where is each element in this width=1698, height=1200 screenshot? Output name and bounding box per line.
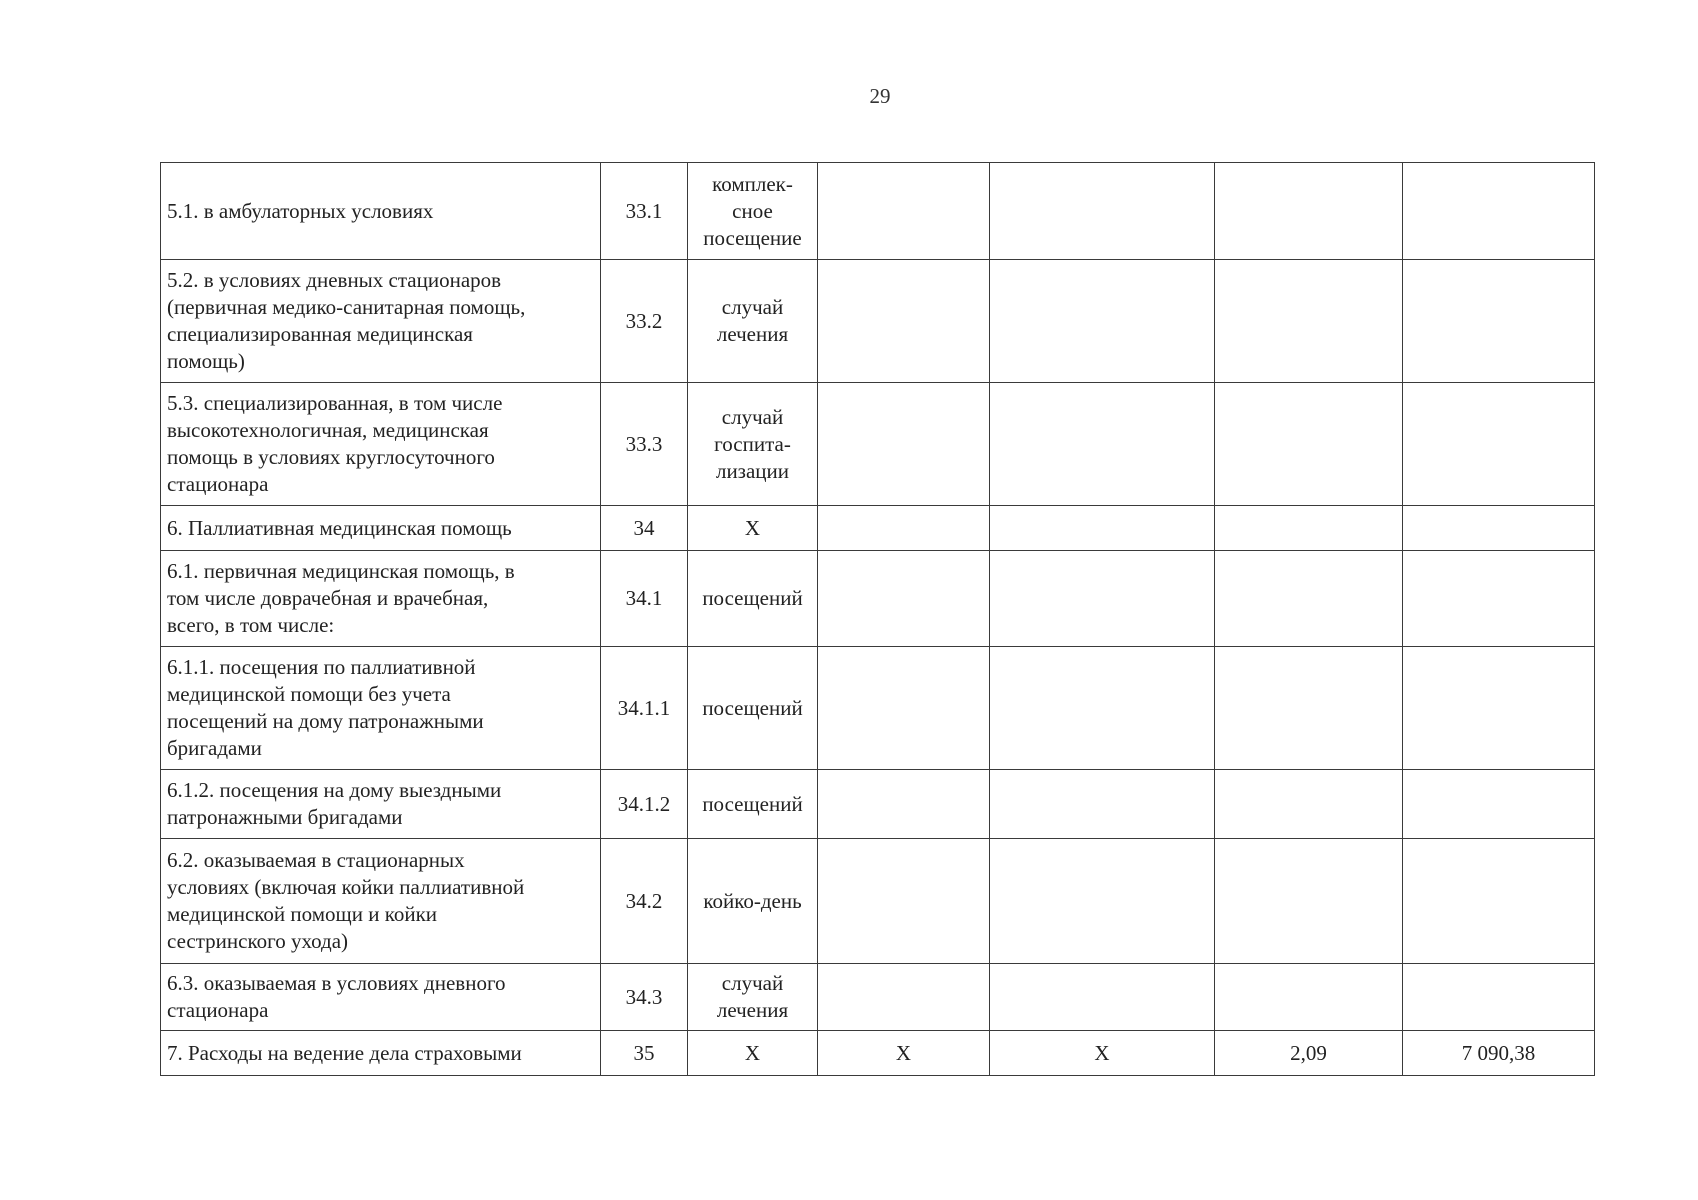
row-name-line: специализированная медицинская	[167, 322, 473, 346]
row-code-cell: 34.1.1	[601, 647, 688, 770]
row-unit-line: случай	[721, 404, 784, 429]
value-cell-4: 7 090,38	[1403, 1031, 1595, 1076]
value-cell-1	[818, 383, 990, 506]
value-cell-2	[990, 839, 1215, 964]
row-name-line: (первичная медико-санитарная помощь,	[167, 295, 526, 319]
value-cell-2	[990, 647, 1215, 770]
row-unit-cell	[688, 964, 818, 1031]
row-name-line: том числе доврачебная и врачебная,	[167, 586, 489, 610]
row-name-line: 6. Паллиативная медицинская помощь	[167, 515, 512, 540]
row-code-cell: 34.1.2	[601, 770, 688, 839]
value-cell-4	[1403, 383, 1595, 506]
value-cell-4	[1403, 260, 1595, 383]
row-name-line: посещений на дому патронажными	[167, 709, 484, 733]
value-cell-2	[990, 163, 1215, 260]
value-cell-1	[818, 647, 990, 770]
row-unit-cell	[688, 1031, 818, 1076]
row-unit-cell	[688, 383, 818, 506]
value-cell-3	[1215, 260, 1403, 383]
row-unit-line: лечения	[716, 322, 789, 346]
row-name-cell	[161, 163, 601, 260]
row-unit-cell	[688, 647, 818, 770]
row-code-cell: 34.2	[601, 839, 688, 964]
row-code-cell: 34.1	[601, 551, 688, 647]
value-cell-1: Х	[818, 1031, 990, 1076]
row-code-cell: 33.2	[601, 260, 688, 383]
value-cell-3	[1215, 163, 1403, 260]
table-row	[161, 839, 1595, 964]
value-cell-1	[818, 506, 990, 551]
row-unit-line: посещений	[702, 695, 803, 720]
row-unit-line: случай	[721, 295, 784, 319]
data-table	[160, 162, 1595, 1076]
value-cell-1	[818, 839, 990, 964]
row-unit-line: Х	[744, 515, 761, 540]
value-cell-3	[1215, 383, 1403, 506]
row-name-cell	[161, 551, 601, 647]
row-name-cell	[161, 1031, 601, 1076]
row-name-line: 6.1.1. посещения по паллиативной	[167, 655, 476, 679]
row-unit-line: комплек-	[712, 171, 793, 196]
value-cell-1	[818, 770, 990, 839]
row-unit-line: госпита-	[714, 431, 791, 456]
table-row	[161, 383, 1595, 506]
row-name-cell	[161, 964, 601, 1031]
row-unit-cell	[688, 260, 818, 383]
table-row	[161, 260, 1595, 383]
row-unit-line: посещений	[702, 586, 803, 610]
row-name-cell	[161, 770, 601, 839]
row-name-line: стационара	[167, 472, 269, 496]
row-code-cell: 34.3	[601, 964, 688, 1031]
value-cell-1	[818, 964, 990, 1031]
value-cell-2	[990, 551, 1215, 647]
row-name-line: помощь в условиях круглосуточного	[167, 445, 495, 469]
row-name-cell	[161, 647, 601, 770]
table-row	[161, 964, 1595, 1031]
row-name-line: 6.1. первичная медицинская помощь, в	[167, 559, 515, 583]
row-name-line: условиях (включая койки паллиативной	[167, 875, 525, 899]
row-name-line: 5.3. специализированная, в том числе	[167, 391, 503, 415]
value-cell-3	[1215, 647, 1403, 770]
value-cell-3: 2,09	[1215, 1031, 1403, 1076]
row-name-line: стационара	[167, 998, 269, 1022]
row-code-cell: 33.3	[601, 383, 688, 506]
row-name-line: 7. Расходы на ведение дела страховыми	[167, 1040, 522, 1065]
row-unit-cell	[688, 839, 818, 964]
value-cell-4	[1403, 506, 1595, 551]
row-unit-line: лечения	[716, 998, 789, 1022]
value-cell-4	[1403, 551, 1595, 647]
row-unit-cell	[688, 770, 818, 839]
value-cell-1	[818, 260, 990, 383]
row-unit-line: лизации	[715, 458, 790, 483]
row-unit-line: койко-день	[703, 888, 802, 913]
row-name-line: медицинской помощи и койки	[167, 902, 438, 926]
row-code-cell: 35	[601, 1031, 688, 1076]
value-cell-2	[990, 770, 1215, 839]
table-row	[161, 647, 1595, 770]
row-unit-line: посещение	[703, 225, 802, 250]
value-cell-4	[1403, 163, 1595, 260]
value-cell-1	[818, 551, 990, 647]
value-cell-4	[1403, 770, 1595, 839]
row-unit-cell	[688, 551, 818, 647]
value-cell-3	[1215, 506, 1403, 551]
row-name-line: медицинской помощи без учета	[167, 682, 451, 706]
row-name-line: 6.1.2. посещения на дому выездными	[167, 778, 502, 802]
row-name-cell	[161, 383, 601, 506]
row-name-line: 5.1. в амбулаторных условиях	[167, 198, 434, 223]
row-name-line: 6.2. оказываемая в стационарных	[167, 848, 465, 872]
row-unit-cell	[688, 506, 818, 551]
value-cell-3	[1215, 551, 1403, 647]
value-cell-1	[818, 163, 990, 260]
row-name-line: патронажными бригадами	[167, 805, 403, 829]
value-cell-2	[990, 260, 1215, 383]
row-name-line: всего, в том числе:	[167, 613, 335, 637]
table-row	[161, 770, 1595, 839]
table-row	[161, 506, 1595, 551]
row-code-cell: 33.1	[601, 163, 688, 260]
row-name-line: сестринского ухода)	[167, 929, 349, 953]
row-unit-cell	[688, 163, 818, 260]
row-name-cell	[161, 506, 601, 551]
value-cell-2	[990, 383, 1215, 506]
table-row	[161, 1031, 1595, 1076]
row-name-line: 5.2. в условиях дневных стационаров	[167, 268, 502, 292]
table-body	[161, 163, 1595, 1076]
value-cell-4	[1403, 964, 1595, 1031]
row-unit-line: случай	[721, 971, 784, 995]
value-cell-3	[1215, 770, 1403, 839]
value-cell-3	[1215, 839, 1403, 964]
row-name-cell	[161, 839, 601, 964]
value-cell-4	[1403, 647, 1595, 770]
value-cell-2: Х	[990, 1031, 1215, 1076]
row-name-line: бригадами	[167, 736, 262, 760]
row-unit-line: посещений	[702, 791, 803, 816]
row-unit-line: сное	[732, 198, 773, 223]
table-row	[161, 551, 1595, 647]
table-row	[161, 163, 1595, 260]
row-unit-line: Х	[744, 1040, 761, 1065]
row-name-line: помощь)	[167, 349, 245, 373]
value-cell-4	[1403, 839, 1595, 964]
row-name-line: высокотехнологичная, медицинская	[167, 418, 489, 442]
row-name-line: 6.3. оказываемая в условиях дневного	[167, 971, 506, 995]
page-number: 29	[869, 84, 891, 108]
value-cell-2	[990, 506, 1215, 551]
row-name-cell	[161, 260, 601, 383]
row-code-cell: 34	[601, 506, 688, 551]
value-cell-3	[1215, 964, 1403, 1031]
value-cell-2	[990, 964, 1215, 1031]
